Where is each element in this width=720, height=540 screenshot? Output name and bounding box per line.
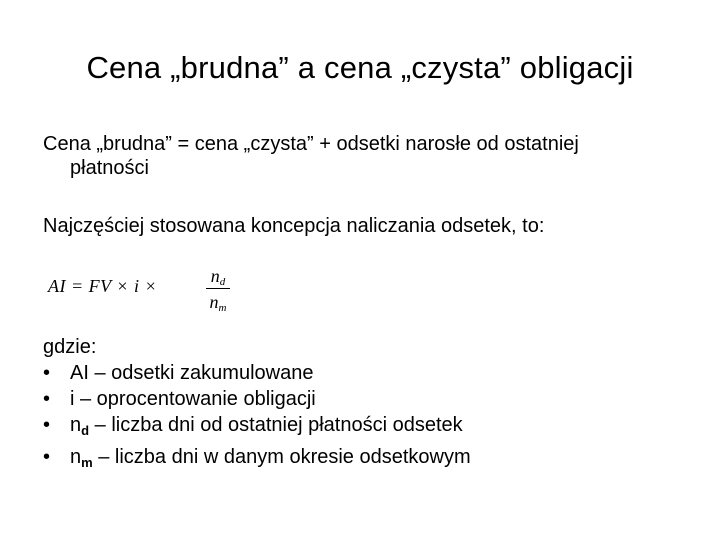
legend-intro: gdzie: [43, 336, 97, 358]
bullet-icon: • [43, 446, 51, 468]
list-item [43, 444, 471, 476]
legend-item-text: i – oprocentowanie obligacji [70, 388, 316, 410]
formula-numerator [206, 264, 230, 288]
denominator-base: n [209, 292, 219, 312]
legend-item-symbol: n [70, 446, 82, 468]
numerator-subscript: d [219, 276, 226, 288]
legend-list [43, 360, 471, 476]
legend-block [43, 334, 471, 476]
method-intro: Najczęściej stosowana koncepcja naliczania odsetek, to: [43, 215, 545, 237]
legend-item-text: AI – odsetki zakumulowane [70, 362, 314, 384]
definition-line-1: Cena „brudna” = cena „czysta” + odsetki narosłe od ostatniej [43, 133, 579, 155]
list-item [43, 412, 471, 444]
formula-fraction [206, 264, 230, 313]
formula-denominator [206, 289, 230, 313]
denominator-subscript: m [218, 302, 227, 314]
accrued-interest-formula [48, 264, 227, 320]
formula-lhs: AI = FV × i × [48, 276, 158, 296]
list-item [43, 386, 471, 412]
bullet-icon: • [43, 388, 51, 410]
legend-item-subscript: d [81, 423, 90, 438]
bullet-icon: • [43, 362, 51, 384]
definition-line-2: płatności [70, 157, 149, 179]
list-item [43, 360, 471, 386]
legend-item-subscript: m [81, 455, 93, 470]
slide-title: Cena „brudna” a cena „czysta” obligacji [86, 50, 634, 85]
legend-item-symbol: n [70, 414, 82, 436]
numerator-base: n [210, 266, 220, 286]
definition-paragraph [43, 132, 683, 180]
legend-item-text: – liczba dni od ostatniej płatności odsetek [89, 414, 463, 436]
bullet-icon: • [43, 414, 51, 436]
legend-item-text: – liczba dni w danym okresie odsetkowym [92, 446, 471, 468]
